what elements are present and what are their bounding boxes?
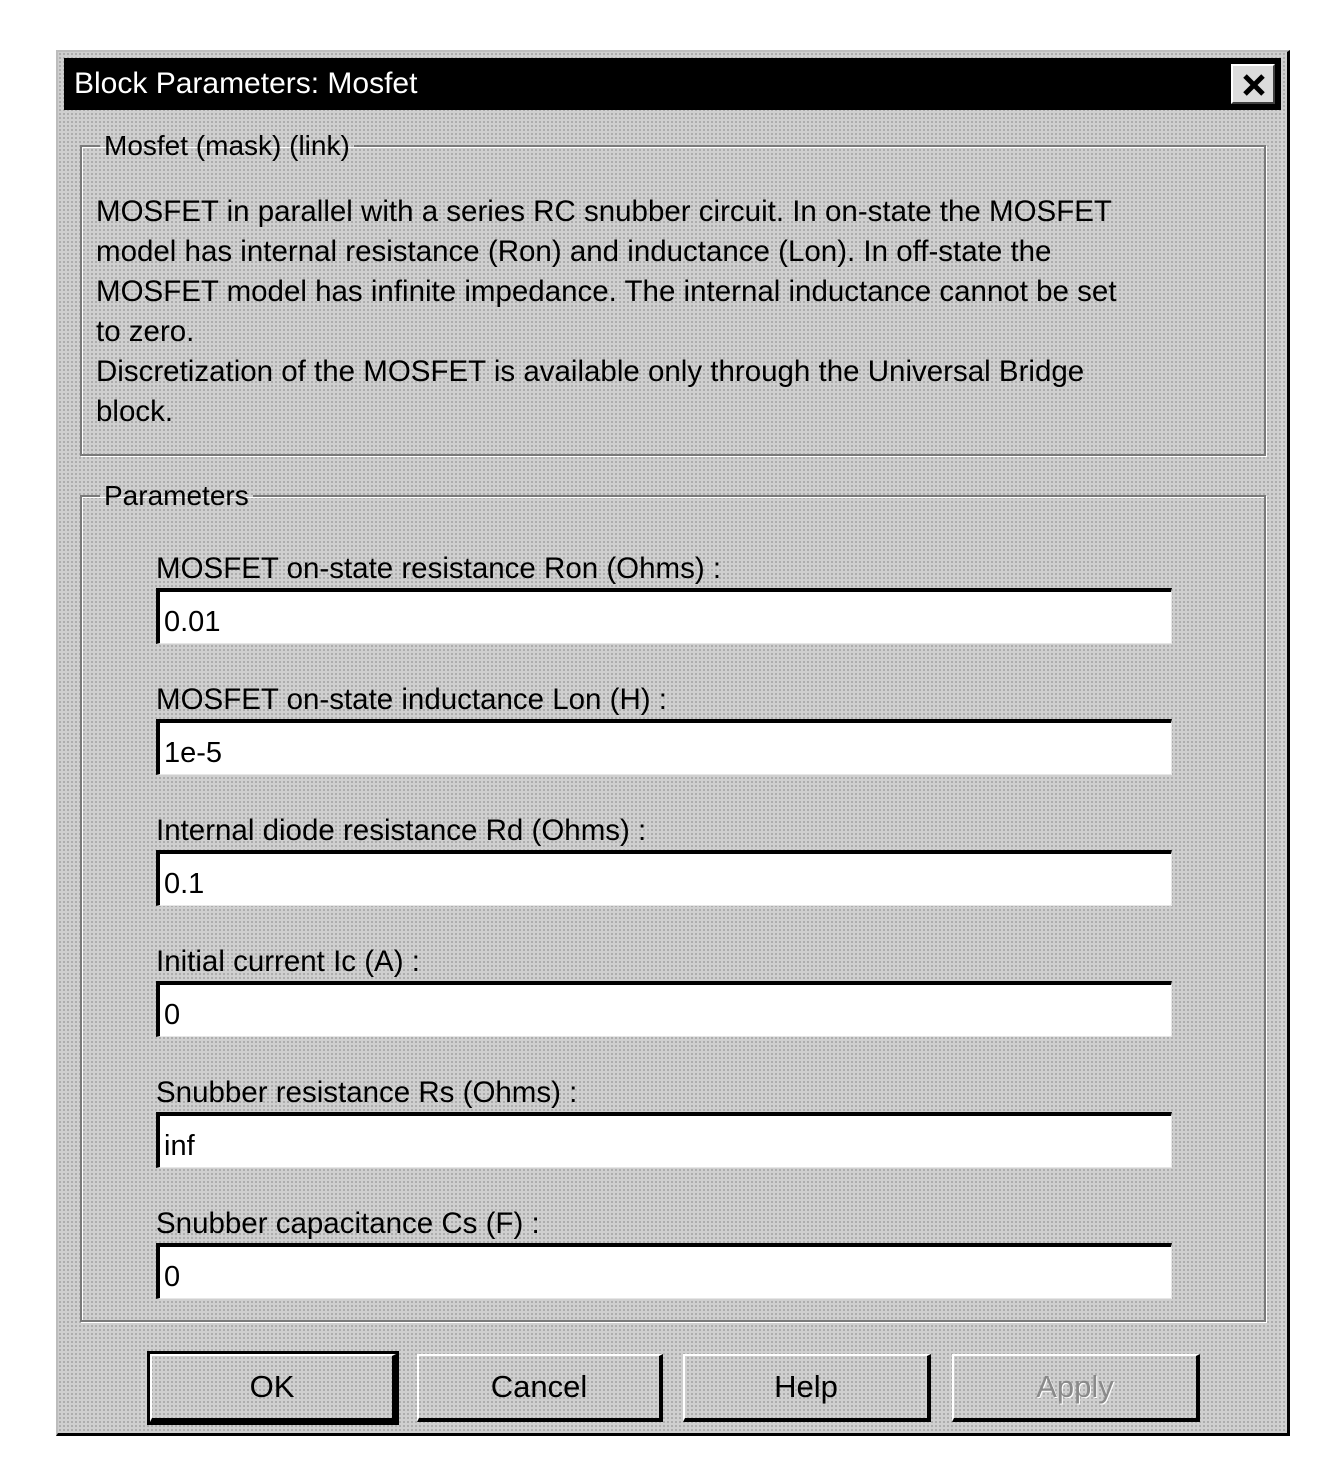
description-line: model has internal resistance (Ron) and inductance (Lon). In off-state the <box>96 235 1052 268</box>
description-line: Discretization of the MOSFET is available only through the Universal Bridge <box>96 355 1085 388</box>
rd-label: Internal diode resistance Rd (Ohms) : <box>156 814 647 847</box>
param-lon <box>156 683 1174 814</box>
parameters-group <box>80 480 1266 1322</box>
apply-button[interactable]: Apply <box>952 1354 1200 1422</box>
window-title: Block Parameters: Mosfet <box>74 67 418 100</box>
rs-input[interactable] <box>156 1112 1172 1168</box>
ic-label: Initial current Ic (A) : <box>156 945 420 978</box>
help-button[interactable]: Help <box>683 1354 931 1422</box>
description-line: MOSFET model has infinite impedance. The internal inductance cannot be set <box>96 275 1117 308</box>
mask-description-group <box>80 130 1266 456</box>
param-rd <box>156 814 1174 945</box>
block-parameters-dialog <box>56 50 1290 1436</box>
param-ic <box>156 945 1174 1076</box>
title-bar[interactable] <box>64 58 1281 110</box>
mask-description <box>96 192 1256 432</box>
description-line: to zero. <box>96 315 195 348</box>
param-ron <box>156 552 1174 683</box>
description-line: block. <box>96 395 174 428</box>
ron-input[interactable] <box>156 588 1172 644</box>
ron-label: MOSFET on-state resistance Ron (Ohms) : <box>156 552 722 585</box>
cs-input[interactable] <box>156 1243 1172 1299</box>
rd-input[interactable] <box>156 850 1172 906</box>
parameters-group-legend: Parameters <box>104 480 249 511</box>
ok-button[interactable]: OK <box>150 1354 396 1422</box>
mask-group-legend: Mosfet (mask) (link) <box>104 130 350 161</box>
cancel-button[interactable]: Cancel <box>417 1354 663 1422</box>
param-rs <box>156 1076 1174 1207</box>
lon-label: MOSFET on-state inductance Lon (H) : <box>156 683 668 716</box>
ic-input[interactable] <box>156 981 1172 1037</box>
description-line: MOSFET in parallel with a series RC snubber circuit. In on-state the MOSFET <box>96 195 1112 228</box>
cs-label: Snubber capacitance Cs (F) : <box>156 1207 540 1240</box>
param-cs <box>156 1207 1174 1338</box>
lon-input[interactable] <box>156 719 1172 775</box>
close-button[interactable] <box>1231 64 1275 104</box>
close-icon <box>1241 72 1267 98</box>
rs-label: Snubber resistance Rs (Ohms) : <box>156 1076 578 1109</box>
